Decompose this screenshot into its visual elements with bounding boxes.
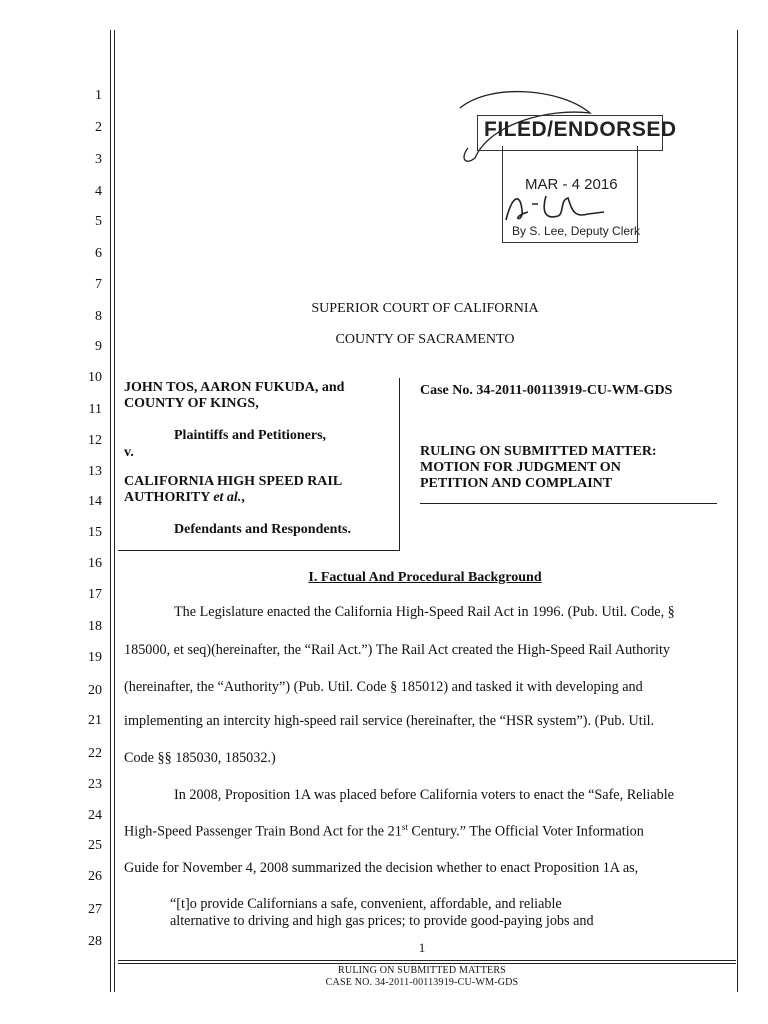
- stamp-date: MAR - 4 2016: [525, 176, 618, 193]
- ruling-title-line1: RULING ON SUBMITTED MATTER:: [420, 444, 657, 459]
- line-number: 11: [88, 402, 102, 417]
- defendants-line2: [124, 490, 245, 506]
- defendants-line2-trailing: ,: [241, 490, 245, 505]
- line-number: 26: [88, 869, 102, 884]
- left-margin-rule-inner: [114, 30, 115, 992]
- court-county: COUNTY OF SACRAMENTO: [335, 332, 515, 347]
- line-number: 15: [88, 525, 102, 540]
- line-number: 28: [88, 934, 102, 949]
- line-number: 10: [88, 370, 102, 385]
- body-line-25-part1: High-Speed Passenger Train Bond Act for the 21: [124, 823, 402, 840]
- ruling-underline: [420, 503, 717, 504]
- plaintiffs-line1: JOHN TOS, AARON FUKUDA, and: [124, 380, 345, 395]
- line-number: 13: [88, 464, 102, 479]
- body-line-19: 185000, et seq)(hereinafter, the “Rail Act.”) The Rail Act created the High-Speed Rail Authority: [124, 642, 671, 658]
- line-number: 14: [88, 494, 102, 509]
- page-number: 1: [418, 940, 426, 955]
- plaintiffs-line2: COUNTY OF KINGS,: [124, 396, 259, 411]
- footer-rule-bottom: [118, 963, 736, 964]
- line-number: 8: [95, 309, 102, 324]
- ruling-title-line3: PETITION AND COMPLAINT: [420, 476, 613, 491]
- left-margin-rule: [110, 30, 111, 992]
- quote-line-1: “[t]o provide Californians a safe, convenient, affordable, and reliable: [170, 896, 562, 912]
- line-number: 9: [95, 339, 102, 354]
- line-number: 25: [88, 838, 102, 853]
- line-number: 18: [88, 619, 102, 634]
- body-line-21: implementing an intercity high-speed rail service (hereinafter, the “HSR system”). (Pub. Util.: [124, 713, 655, 729]
- footer-rule-top: [118, 960, 736, 961]
- line-number: 3: [95, 152, 102, 167]
- court-name: SUPERIOR COURT OF CALIFORNIA: [311, 301, 539, 316]
- line-number: 21: [88, 713, 102, 728]
- stamp-clerk: By S. Lee, Deputy Clerk: [512, 224, 641, 238]
- line-number: 20: [88, 683, 102, 698]
- defendants-role: Defendants and Respondents.: [174, 522, 351, 537]
- line-number: 16: [88, 556, 102, 571]
- line-number: 6: [95, 246, 102, 261]
- caption-divider: [399, 378, 400, 550]
- body-line-25: [124, 822, 644, 841]
- versus: v.: [124, 445, 134, 460]
- body-line-18: The Legislature enacted the California High-Speed Rail Act in 1996. (Pub. Util. Code, §: [174, 604, 675, 620]
- caption-bottom-rule: [118, 550, 400, 551]
- line-number: 1: [95, 88, 102, 103]
- body-line-20: (hereinafter, the “Authority”) (Pub. Util. Code § 185012) and tasked it with developing and: [124, 679, 643, 695]
- line-number: 7: [95, 277, 102, 292]
- defendants-line2-text: AUTHORITY: [124, 490, 214, 505]
- line-number: 27: [88, 902, 102, 917]
- quote-line-2: alternative to driving and high gas prices; to provide good-paying jobs and: [170, 913, 594, 929]
- line-number: 12: [88, 433, 102, 448]
- line-number: 2: [95, 120, 102, 135]
- plaintiffs-role: Plaintiffs and Petitioners,: [174, 428, 327, 443]
- body-line-24: In 2008, Proposition 1A was placed before California voters to enact the “Safe, Reliable: [174, 787, 674, 803]
- body-line-26: Guide for November 4, 2008 summarized the decision whether to enact Proposition 1A as,: [124, 860, 639, 876]
- case-number: Case No. 34-2011-00113919-CU-WM-GDS: [420, 383, 673, 398]
- ruling-title-line2: MOTION FOR JUDGMENT ON: [420, 460, 621, 475]
- body-line-25-part2: Century.” The Official Voter Information: [407, 823, 644, 840]
- stamp-title: FILED/ENDORSED: [484, 118, 677, 141]
- line-number: 22: [88, 746, 102, 761]
- line-number: 17: [88, 587, 102, 602]
- line-number: 4: [95, 184, 102, 199]
- line-number: 23: [88, 777, 102, 792]
- section-heading: I. Factual And Procedural Background: [308, 570, 542, 585]
- body-line-25-sup: st: [401, 822, 408, 832]
- footer-line2: CASE NO. 34-2011-00113919-CU-WM-GDS: [325, 977, 519, 988]
- defendants-line1: CALIFORNIA HIGH SPEED RAIL: [124, 474, 343, 489]
- line-number: 5: [95, 214, 102, 229]
- line-number: 24: [88, 808, 102, 823]
- footer-line1: RULING ON SUBMITTED MATTERS: [338, 965, 506, 976]
- defendants-line2-et-al: et al.: [213, 490, 242, 505]
- right-margin-rule: [737, 30, 738, 992]
- line-number: 19: [88, 650, 102, 665]
- body-line-22: Code §§ 185030, 185032.): [124, 750, 276, 766]
